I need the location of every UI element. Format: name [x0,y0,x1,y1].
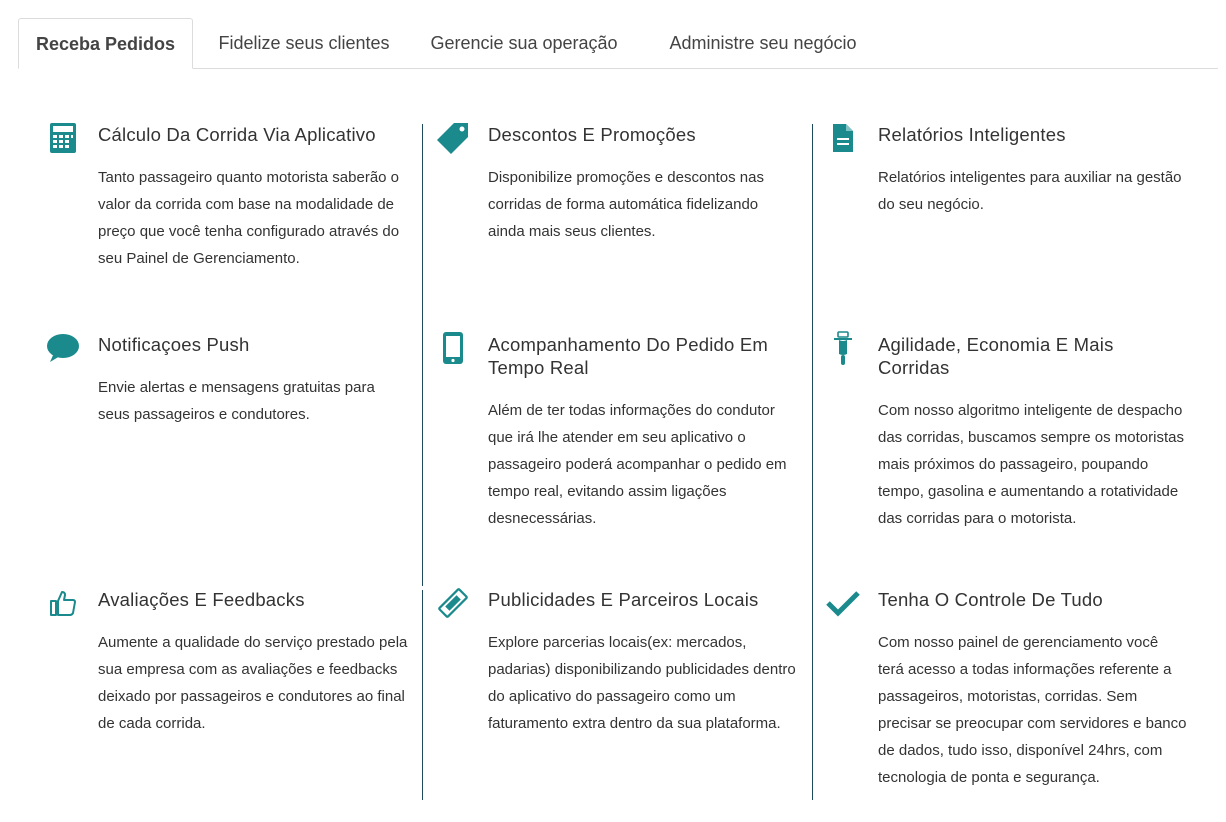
feature-description: Envie alertas e mensagens gratuitas para seus passageiros e condutores. [98,379,375,423]
feature-description: Disponibilize promoções e descontos nas corridas de forma automática fidelizando ainda mais seus clientes. [488,169,764,240]
feature-description: Tanto passageiro quanto motorista saberão o valor da corrida com base na modalidade de preço que você tenha configurado através do seu Painel de Gerenciamento. [98,169,400,267]
feature-description: Com nosso painel de gerenciamento você terá acesso a todas informações referente a passageiros, motoristas, corridas. Sem precisar se preocupar com servidores e banco de dados, tudo isso, disponível 24hrs, com tecnologia de ponta e segurança. [878,634,1187,786]
mobile-phone-icon [436,331,470,365]
tab-bar [18,18,1218,69]
feature-title: Tenha O Controle De Tudo [878,589,1103,610]
feature-title: Acompanhamento Do Pedido Em Tempo Real [488,334,768,378]
feature-title: Notificaçoes Push [98,334,250,355]
tab-receba-pedidos[interactable]: Receba Pedidos [18,18,193,69]
feature-controle-tudo [878,588,1188,791]
feature-description: Além de ter todas informações do condutor que irá lhe atender em seu aplicativo o passageiro poderá acompanhar o pedido em tempo real, evitando assim ligações desnecessárias. [488,402,787,527]
thumbs-up-icon [46,586,80,620]
calculator-icon [46,121,80,155]
feature-description: Com nosso algoritmo inteligente de despacho das corridas, buscamos sempre os motoristas mais próximos do passageiro, poupando tempo, gasolina e aumentando a rotatividade das corridas para o motorista. [878,402,1184,527]
feature-calculo-corrida [98,123,408,272]
feature-relatorios [878,123,1188,218]
tab-administre-negocio[interactable]: Administre seu negócio [669,33,857,53]
tag-icon [436,121,470,155]
feature-description: Explore parcerias locais(ex: mercados, padarias) disponibilizando publicidades dentro do aplicativo do passageiro como um faturamento extra dentro da sua plataforma. [488,634,796,732]
feature-acompanhamento-pedido [488,333,798,532]
feature-description: Aumente a qualidade do serviço prestado pela sua empresa com as avaliações e feedbacks deixado por passageiros e condutores ao final de cada corrida. [98,634,408,732]
tab-fidelize-clientes[interactable]: Fidelize seus clientes [218,33,390,53]
column-divider-1 [422,124,423,586]
feature-title: Publicidades E Parceiros Locais [488,589,759,610]
column-divider-1b [422,590,423,800]
checkmark-icon [826,586,860,620]
feature-description: Relatórios inteligentes para auxiliar na gestão do seu negócio. [878,169,1182,213]
feature-title: Cálculo Da Corrida Via Aplicativo [98,124,376,145]
ticket-icon [436,586,470,620]
feature-notificacoes-push [98,333,408,428]
feature-title: Agilidade, Economia E Mais Corridas [878,334,1114,378]
feature-agilidade-economia [878,333,1188,532]
document-icon [826,121,860,155]
chat-bubble-icon [46,331,80,365]
feature-descontos-promocoes [488,123,798,245]
column-divider-2 [812,124,813,800]
tab-gerencie-operacao[interactable]: Gerencie sua operação [430,33,618,53]
feature-title: Avaliações E Feedbacks [98,589,305,610]
feature-title: Relatórios Inteligentes [878,124,1066,145]
feature-title: Descontos E Promoções [488,124,696,145]
feature-publicidades-parceiros [488,588,798,737]
motorcycle-icon [826,331,860,365]
feature-avaliacoes-feedbacks [98,588,408,737]
